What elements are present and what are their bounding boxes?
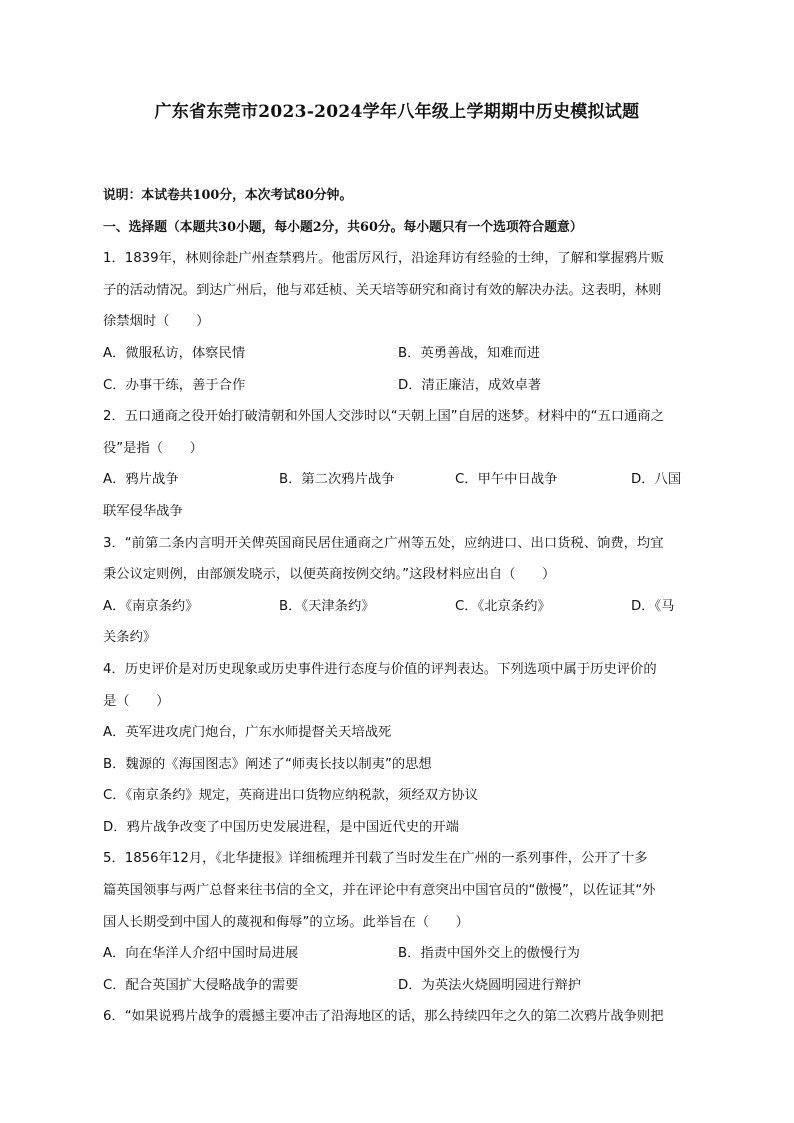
- option-d-continued: 关条约》: [103, 630, 157, 646]
- option-a[interactable]: A．英军进攻虎门炮台，广东水师提督关天培战死: [103, 725, 392, 741]
- option-b[interactable]: B．指责中国外交上的傲慢行为: [398, 946, 580, 962]
- option-b[interactable]: B．第二次鸦片战争: [279, 472, 395, 488]
- option-a[interactable]: A．鸦片战争: [103, 472, 179, 488]
- options-row: [103, 464, 693, 496]
- option-a[interactable]: A．《南京条约》: [103, 598, 199, 614]
- option-b[interactable]: B．魏源的《海国图志》阐述了“师夷长技以制夷”的思想: [103, 756, 432, 772]
- options-row: [103, 370, 693, 402]
- question-stem-line: 篇英国领事与两广总督来往书信的全文，并在评论中有意突出中国官员的“傲慢”，以佐证其“外: [103, 883, 656, 899]
- options-row: [103, 338, 693, 370]
- question-stem-line: 6．“如果说鸦片战争的震撼主要冲击了沿海地区的话，那么持续四年之久的第二次鸦片战争则把: [103, 1009, 664, 1025]
- options-row: [103, 591, 693, 623]
- section-heading: 一、选择题（本题共30小题，每小题2分，共60分。每小题只有一个选项符合题意）: [103, 219, 583, 235]
- option-d[interactable]: D．八国: [631, 472, 682, 488]
- question-stem-line: 4．历史评价是对历史现象或历史事件进行态度与价值的评判表达。下列选项中属于历史评价的: [103, 661, 657, 677]
- option-c[interactable]: C．配合英国扩大侵略战争的需要: [103, 977, 299, 993]
- question-stem-line: 役”是指（ ）: [103, 440, 203, 456]
- question-4: [103, 654, 693, 844]
- question-stem-line: 是（ ）: [103, 693, 170, 709]
- question-stem-line: 国人长期受到中国人的蔑视和侮辱”的立场。此举旨在（ ）: [103, 914, 469, 930]
- option-d[interactable]: D．鸦片战争改变了中国历史发展进程，是中国近代史的开端: [103, 819, 459, 835]
- option-d[interactable]: D．为英法火烧圆明园进行辩护: [398, 977, 582, 993]
- option-c[interactable]: C．办事干练，善于合作: [103, 377, 246, 393]
- question-stem-line: 子的活动情况。到达广州后，他与邓廷桢、关天培等研究和商讨有效的解决办法。这表明，林则: [103, 282, 662, 298]
- option-b[interactable]: B．《天津条约》: [279, 598, 375, 614]
- page-title: 广东省东莞市2023-2024学年八年级上学期期中历史模拟试题: [154, 102, 640, 122]
- question-5: [103, 843, 693, 1001]
- option-b[interactable]: B．英勇善战，知难而进: [398, 345, 541, 361]
- question-stem-line: 3．“前第二条内言明开关俾英国商民居住通商之广州等五处，应纳进口、出口货税、饷费，均宜: [103, 535, 664, 551]
- question-stem-line: 2．五口通商之役开始打破清朝和外国人交涉时以“天朝上国”自居的迷梦。材料中的“五口通商之: [103, 409, 664, 425]
- option-d[interactable]: D．清正廉洁，成效卓著: [398, 377, 542, 393]
- option-c[interactable]: C．《北京条约》: [455, 598, 551, 614]
- question-stem-line: 徐禁烟时（ ）: [103, 314, 210, 330]
- options-row: [103, 938, 693, 970]
- question-1: [103, 243, 693, 401]
- option-a[interactable]: A．向在华洋人介绍中国时局进展: [103, 946, 299, 962]
- question-stem-line: 秉公议定则例，由部颁发晓示，以便英商按例交纳。”这段材料应出自（ ）: [103, 567, 556, 583]
- exam-content: [103, 180, 693, 1033]
- option-d[interactable]: D．《马: [631, 598, 675, 614]
- question-6: [103, 1001, 693, 1033]
- options-row: [103, 970, 693, 1002]
- option-a[interactable]: A．微服私访，体察民情: [103, 345, 246, 361]
- option-c[interactable]: C．《南京条约》规定，英商进出口货物应纳税款，须经双方协议: [103, 788, 478, 804]
- question-stem-line: 5．1856年12月，《北华捷报》详细梳理并刊载了当时发生在广州的一系列事件，公开了十多: [103, 851, 648, 867]
- question-3: [103, 528, 693, 654]
- option-d-continued: 联军侵华战争: [103, 503, 183, 519]
- question-stem-line: 1．1839年，林则徐赴广州查禁鸦片。他雷厉风行，沿途拜访有经验的士绅，了解和掌握鸦片贩: [103, 251, 664, 267]
- option-c[interactable]: C．甲午中日战争: [455, 472, 558, 488]
- exam-note: 说明：本试卷共100分，本次考试80分钟。: [103, 188, 353, 203]
- question-2: [103, 401, 693, 527]
